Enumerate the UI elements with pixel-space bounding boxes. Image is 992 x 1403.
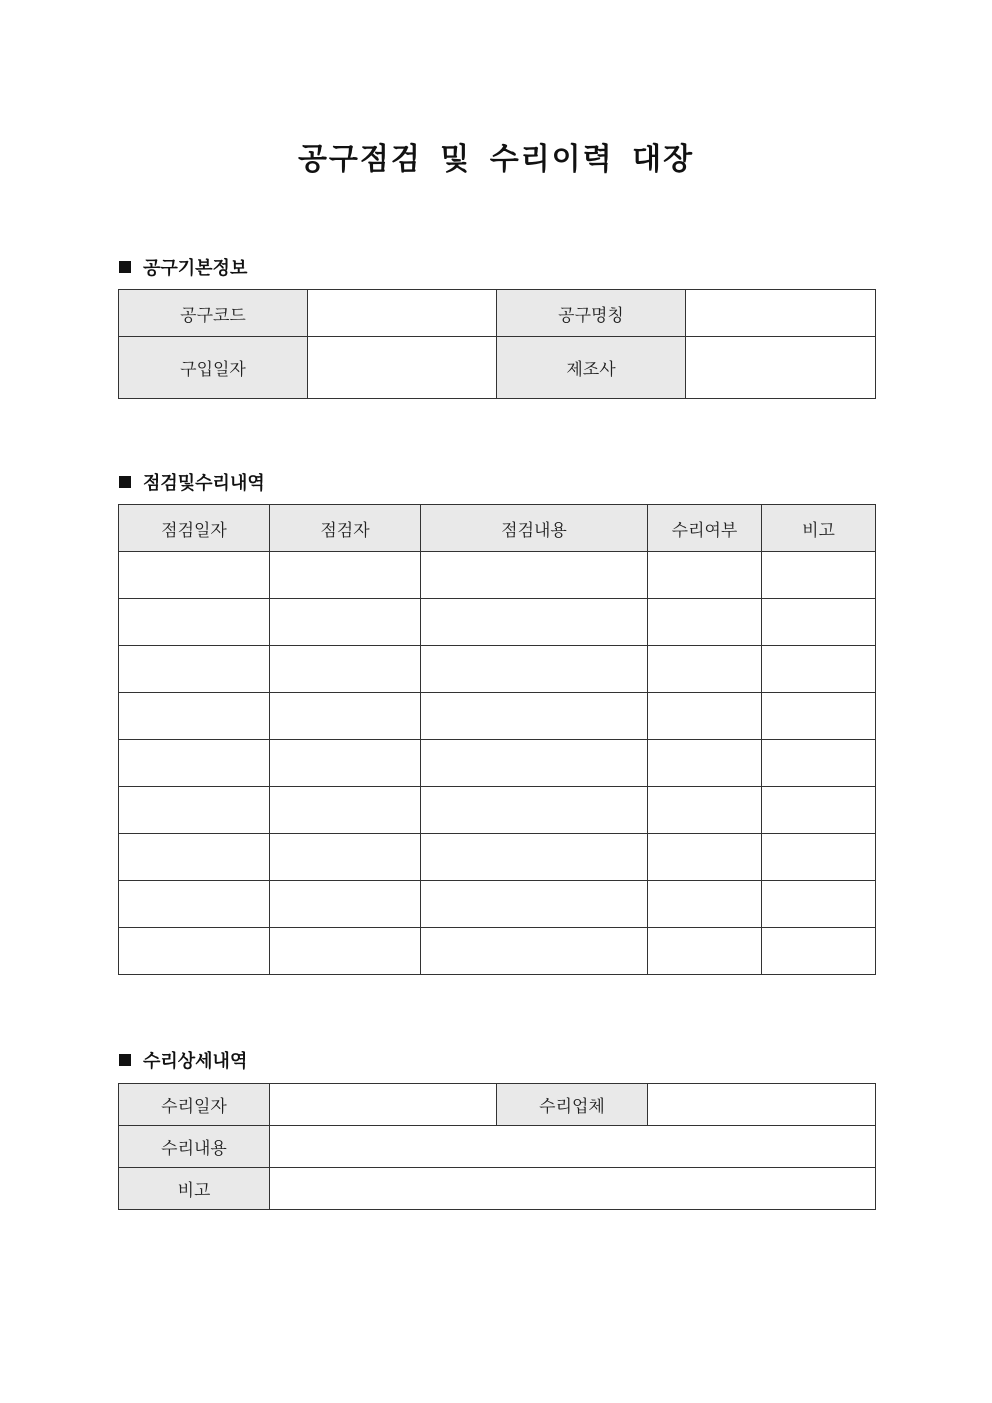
- manufacturer-field[interactable]: [686, 337, 876, 399]
- table-cell[interactable]: [648, 881, 762, 928]
- table-row: [119, 787, 876, 834]
- table-cell[interactable]: [762, 646, 876, 693]
- table-cell[interactable]: [762, 552, 876, 599]
- square-bullet-icon: [119, 1054, 131, 1066]
- table-cell[interactable]: [270, 693, 421, 740]
- tool-code-field[interactable]: [308, 290, 497, 337]
- table-cell[interactable]: [119, 693, 270, 740]
- section-heading-inspection-history: [119, 469, 265, 495]
- column-header-repair-status: 수리여부: [648, 505, 762, 552]
- manufacturer-label: 제조사: [497, 337, 686, 399]
- table-cell[interactable]: [762, 928, 876, 975]
- table-cell[interactable]: [119, 834, 270, 881]
- table-cell[interactable]: [648, 740, 762, 787]
- basic-info-table: [118, 289, 876, 399]
- table-cell[interactable]: [270, 740, 421, 787]
- table-cell[interactable]: [421, 740, 648, 787]
- table-row: [119, 928, 876, 975]
- table-cell[interactable]: [119, 646, 270, 693]
- table-cell[interactable]: [648, 599, 762, 646]
- section-title: 수리상세내역: [143, 1051, 248, 1072]
- table-cell[interactable]: [421, 787, 648, 834]
- table-cell[interactable]: [421, 928, 648, 975]
- table-cell[interactable]: [119, 599, 270, 646]
- square-bullet-icon: [119, 261, 131, 273]
- table-cell[interactable]: [270, 834, 421, 881]
- table-cell[interactable]: [421, 834, 648, 881]
- table-row: [119, 599, 876, 646]
- table-cell[interactable]: [762, 787, 876, 834]
- table-row: [119, 290, 876, 337]
- repair-content-label: 수리내용: [119, 1126, 270, 1168]
- repair-detail-table: [118, 1083, 876, 1210]
- table-row: [119, 1126, 876, 1168]
- table-cell[interactable]: [648, 646, 762, 693]
- column-header-inspection-date: 점검일자: [119, 505, 270, 552]
- section-heading-repair-detail: [119, 1047, 247, 1073]
- table-cell[interactable]: [762, 599, 876, 646]
- square-bullet-icon: [119, 476, 131, 488]
- table-cell[interactable]: [648, 787, 762, 834]
- table-cell[interactable]: [119, 552, 270, 599]
- table-cell[interactable]: [421, 881, 648, 928]
- table-cell[interactable]: [270, 646, 421, 693]
- column-header-inspector: 점검자: [270, 505, 421, 552]
- repair-company-label: 수리업체: [497, 1084, 648, 1126]
- column-header-remarks: 비고: [762, 505, 876, 552]
- purchase-date-field[interactable]: [308, 337, 497, 399]
- table-row: [119, 1168, 876, 1210]
- repair-date-label: 수리일자: [119, 1084, 270, 1126]
- table-cell[interactable]: [270, 787, 421, 834]
- table-row: [119, 881, 876, 928]
- table-row: [119, 834, 876, 881]
- table-cell[interactable]: [648, 552, 762, 599]
- remarks-label: 비고: [119, 1168, 270, 1210]
- table-cell[interactable]: [270, 599, 421, 646]
- table-row: [119, 740, 876, 787]
- tool-code-label: 공구코드: [119, 290, 308, 337]
- table-cell[interactable]: [762, 740, 876, 787]
- table-header-row: [119, 505, 876, 552]
- inspection-history-table: [118, 504, 876, 975]
- table-cell[interactable]: [648, 928, 762, 975]
- table-cell[interactable]: [648, 693, 762, 740]
- section-title: 공구기본정보: [143, 258, 248, 279]
- column-header-inspection-content: 점검내용: [421, 505, 648, 552]
- table-cell[interactable]: [270, 552, 421, 599]
- repair-company-field[interactable]: [648, 1084, 876, 1126]
- table-cell[interactable]: [648, 834, 762, 881]
- purchase-date-label: 구입일자: [119, 337, 308, 399]
- repair-date-field[interactable]: [270, 1084, 497, 1126]
- table-row: [119, 646, 876, 693]
- table-row: [119, 552, 876, 599]
- table-cell[interactable]: [762, 693, 876, 740]
- table-cell[interactable]: [421, 646, 648, 693]
- table-cell[interactable]: [421, 693, 648, 740]
- table-row: [119, 693, 876, 740]
- table-cell[interactable]: [270, 881, 421, 928]
- table-cell[interactable]: [762, 834, 876, 881]
- table-cell[interactable]: [119, 740, 270, 787]
- section-title: 점검및수리내역: [143, 473, 265, 494]
- table-cell[interactable]: [119, 881, 270, 928]
- remarks-field[interactable]: [270, 1168, 876, 1210]
- table-cell[interactable]: [421, 552, 648, 599]
- section-heading-basic-info: [119, 254, 247, 280]
- tool-name-label: 공구명칭: [497, 290, 686, 337]
- document-title: 공구점검 및 수리이력 대장: [297, 142, 695, 177]
- repair-content-field[interactable]: [270, 1126, 876, 1168]
- table-cell[interactable]: [421, 599, 648, 646]
- table-cell[interactable]: [762, 881, 876, 928]
- table-cell[interactable]: [119, 787, 270, 834]
- table-row: [119, 1084, 876, 1126]
- table-row: [119, 337, 876, 399]
- table-cell[interactable]: [119, 928, 270, 975]
- tool-name-field[interactable]: [686, 290, 876, 337]
- table-cell[interactable]: [270, 928, 421, 975]
